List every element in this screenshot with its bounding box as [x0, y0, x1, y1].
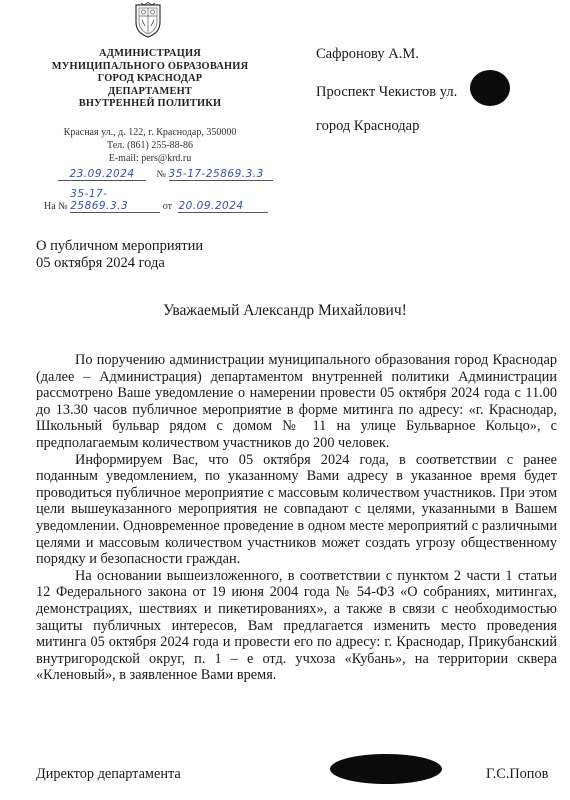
reply-number-label: На №: [44, 201, 68, 212]
letter-subject: [36, 238, 203, 272]
coat-of-arms-emblem: [133, 2, 163, 38]
recipient-city: город Краснодар: [316, 118, 420, 134]
signatory-position: Директор департамента: [36, 766, 181, 782]
reply-reference-line: [44, 188, 268, 213]
org-address: Красная ул., д. 122, г. Краснодар, 350000: [63, 127, 237, 138]
registration-date: 23.09.2024: [58, 168, 146, 181]
body-paragraph-3: На основании вышеизложенного, в соответствии с пунктом 2 части 1 статьи 12 Федерального закона от 19 июня 2004 года № 54-ФЗ «О собраниях, митингах, демонстрациях, шествиях и пикетированиях», а также в связи с необходимостью защиты публичных интересов, Вам предлагается изменить место проведения митинга 05 октября 2024 года и провести его по адресу: г. Краснодар, Прикубанский внутригородской округ, п. 1 – е отд. учхоза «Кубань», на территории сквера «Кленовый», в заявленное Вами время.: [36, 567, 557, 684]
org-email: E-mail: pers@krd.ru: [108, 153, 192, 164]
department-line-2: ВНУТРЕННЕЙ ПОЛИТИКИ: [78, 98, 222, 110]
body-paragraph-1: По поручению администрации муниципального образования город Краснодар (далее – Администрация) департаментом внутренней политики Администрации рассмотрено Ваше уведомление о намерении провести 05 октября 2024 года с 11.00 до 13.30 часов публичное мероприятие в форме митинга по адресу: «г. Краснодар, Школьный бульвар рядом с домом № 11 на улице Бульварное Кольцо», с предполагаемым количеством участников до 200 человек.: [36, 352, 557, 451]
letter-greeting: Уважаемый Александр Михайлович!: [163, 302, 407, 319]
reply-date: 20.09.2024: [178, 200, 268, 213]
recipient-name: Сафронову А.М.: [316, 46, 419, 62]
redaction-mark: [470, 70, 510, 106]
subject-line-1: О публичном мероприятии: [36, 238, 204, 254]
organization-contacts: [20, 126, 280, 165]
signatory-name: Г.С.Попов: [486, 766, 549, 782]
recipient-street: Проспект Чекистов ул.: [316, 84, 458, 100]
registration-number: 35-17-25869.3.3: [169, 168, 273, 181]
org-name-line-1: АДМИНИСТРАЦИЯ: [99, 48, 201, 59]
registration-number-label: №: [156, 169, 167, 180]
org-phone: Тел. (861) 255-88-86: [107, 140, 193, 151]
reply-date-label: от: [162, 201, 172, 212]
organization-header: [20, 48, 280, 111]
reply-number: 35-17-25869.3.3: [70, 188, 160, 213]
registration-line: [58, 168, 273, 181]
body-paragraph-2: Информируем Вас, что 05 октября 2024 года, в соответствии с ранее поданным уведомлением, по указанному Вами адресу в указанное время будет проводиться публичное мероприятие с массовым количеством участников. При этом цели вышеуказанного мероприятия не совпадают с целями, указанными в Вашем уведомлении. Одновременное проведение в одном месте мероприятий с различными целями и массовым количеством участников может создать угрозу общественному порядку и безопасности граждан.: [36, 451, 557, 568]
letter-body: [36, 352, 557, 684]
subject-line-2: 05 октября 2024 года: [36, 255, 165, 271]
signature-redaction-mark: [330, 754, 442, 784]
department-line-1: ДЕПАРТАМЕНТ: [107, 85, 192, 97]
org-name-line-2: МУНИЦИПАЛЬНОГО ОБРАЗОВАНИЯ: [51, 60, 249, 72]
org-name-line-3: ГОРОД КРАСНОДАР: [97, 73, 203, 85]
